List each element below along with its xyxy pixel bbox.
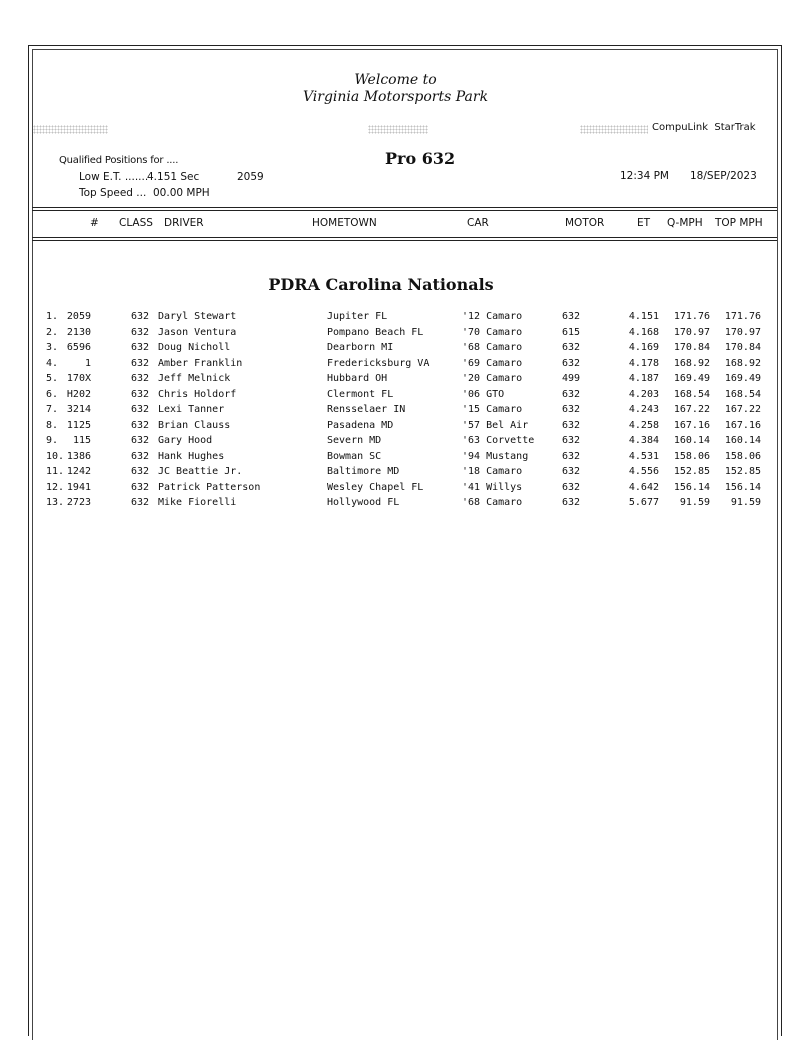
col-et: ET: [637, 217, 651, 229]
cell-car-number: H202: [66, 388, 91, 400]
cell-et: 4.531: [628, 450, 659, 462]
col-qmph: Q-MPH: [667, 217, 703, 229]
cell-position: 5.: [46, 373, 59, 384]
cell-car: '18 Camaro: [462, 466, 523, 477]
cell-class: 632: [130, 481, 149, 493]
cell-motor: 632: [562, 404, 581, 415]
cell-car: '69 Camaro: [462, 357, 523, 369]
cell-car: '12 Camaro: [462, 311, 523, 322]
cell-qmph: 170.97: [673, 326, 710, 338]
table-row: [0, 482, 791, 497]
cell-car-number: 1: [84, 357, 91, 369]
cell-et: 4.258: [628, 419, 659, 431]
cell-et: 4.178: [628, 357, 659, 369]
col-hometown: HOMETOWN: [312, 217, 377, 229]
table-row: [0, 311, 791, 326]
table-row: [0, 451, 791, 466]
cell-car: '68 Camaro: [462, 342, 523, 353]
cell-et: 5.677: [628, 497, 659, 508]
dither-band-mid: [368, 125, 428, 134]
cell-car-number: 1941: [66, 481, 91, 493]
cell-qmph: 170.84: [673, 342, 710, 353]
col-driver: DRIVER: [164, 217, 204, 229]
cell-class: 632: [130, 357, 149, 369]
cell-motor: 632: [562, 466, 581, 477]
cell-top-mph: 160.14: [724, 435, 761, 446]
cell-class: 632: [130, 342, 149, 353]
cell-et: 4.243: [628, 404, 659, 415]
cell-position: 4.: [46, 357, 59, 369]
table-row: [0, 373, 791, 388]
cell-motor: 632: [562, 342, 581, 353]
cell-top-mph: 168.54: [724, 388, 761, 400]
col-num: #: [90, 217, 99, 229]
cell-top-mph: 152.85: [724, 466, 761, 477]
cell-class: 632: [130, 466, 149, 477]
cell-position: 12.: [46, 481, 65, 493]
dither-band-left: [33, 125, 108, 134]
cell-driver: Jason Ventura: [158, 326, 237, 338]
cell-car-number: 1242: [66, 466, 91, 477]
cell-motor: 632: [562, 435, 581, 446]
col-top-mph: TOP MPH: [715, 217, 763, 229]
cell-class: 632: [130, 497, 149, 508]
col-class: CLASS: [119, 217, 153, 229]
cell-qmph: 156.14: [673, 481, 710, 493]
cell-position: 1.: [46, 311, 59, 322]
cell-car-number: 1386: [66, 450, 91, 462]
cell-et: 4.642: [628, 481, 659, 493]
cell-class: 632: [130, 311, 149, 322]
cell-hometown: Wesley Chapel FL: [327, 481, 424, 493]
cell-car: '68 Camaro: [462, 497, 523, 508]
cell-driver: Brian Clauss: [158, 419, 231, 431]
cell-motor: 632: [562, 388, 581, 400]
cell-car: '63 Corvette: [462, 435, 535, 446]
cell-class: 632: [130, 404, 149, 415]
cell-car-number: 2130: [66, 326, 91, 338]
cell-car: '57 Bel Air: [462, 419, 529, 431]
cell-motor: 632: [562, 311, 581, 322]
cell-hometown: Severn MD: [327, 435, 382, 446]
cell-hometown: Clermont FL: [327, 388, 394, 400]
cell-et: 4.384: [628, 435, 659, 446]
qualified-label: Qualified Positions for ....: [59, 155, 179, 166]
low-et-label: Low E.T. .......: [79, 171, 149, 183]
cell-top-mph: 167.16: [724, 419, 761, 431]
cell-top-mph: 158.06: [724, 450, 761, 462]
cell-et: 4.187: [628, 373, 659, 384]
cell-position: 9.: [46, 435, 59, 446]
cell-car: '94 Mustang: [462, 450, 529, 462]
cell-qmph: 91.59: [679, 497, 710, 508]
cell-position: 13.: [46, 497, 65, 508]
cell-qmph: 167.16: [673, 419, 710, 431]
top-speed-line: [79, 187, 210, 199]
divider-header-b: [32, 240, 777, 241]
table-row: [0, 342, 791, 357]
cell-car-number: 6596: [66, 342, 91, 353]
cell-top-mph: 170.84: [724, 342, 761, 353]
cell-class: 632: [130, 373, 149, 384]
report-date: 18/SEP/2023: [690, 170, 757, 182]
cell-driver: Mike Fiorelli: [158, 497, 237, 508]
cell-class: 632: [130, 388, 149, 400]
low-et-car: 2059: [237, 171, 264, 183]
welcome-banner: [0, 72, 791, 106]
cell-et: 4.169: [628, 342, 659, 353]
cell-qmph: 158.06: [673, 450, 710, 462]
cell-top-mph: 156.14: [724, 481, 761, 493]
cell-qmph: 160.14: [673, 435, 710, 446]
table-row: [0, 420, 791, 435]
cell-car: '06 GTO: [462, 388, 505, 400]
cell-motor: 632: [562, 419, 581, 431]
cell-motor: 615: [562, 326, 581, 338]
cell-class: 632: [130, 419, 149, 431]
cell-class: 632: [130, 435, 149, 446]
cell-motor: 632: [562, 357, 581, 369]
cell-qmph: 169.49: [673, 373, 710, 384]
cell-driver: JC Beattie Jr.: [158, 466, 243, 477]
dither-band-right: [580, 125, 648, 134]
cell-position: 8.: [46, 419, 59, 431]
cell-car: '20 Camaro: [462, 373, 523, 384]
table-row: [0, 404, 791, 419]
event-title: PDRA Carolina Nationals: [268, 275, 494, 294]
cell-driver: Hank Hughes: [158, 450, 225, 462]
cell-hometown: Hollywood FL: [327, 497, 400, 508]
class-title: Pro 632: [385, 149, 456, 168]
col-car: CAR: [467, 217, 489, 229]
cell-et: 4.203: [628, 388, 659, 400]
cell-hometown: Rensselaer IN: [327, 404, 406, 415]
cell-hometown: Jupiter FL: [327, 311, 388, 322]
cell-car: '15 Camaro: [462, 404, 523, 415]
cell-driver: Jeff Melnick: [158, 373, 231, 384]
cell-car: '70 Camaro: [462, 326, 523, 338]
cell-driver: Amber Franklin: [158, 357, 243, 369]
table-row: [0, 466, 791, 481]
cell-hometown: Pasadena MD: [327, 419, 394, 431]
brand-label: CompuLink StarTrak: [652, 122, 756, 133]
cell-car-number: 3214: [66, 404, 91, 415]
cell-qmph: 168.92: [673, 357, 710, 369]
cell-et: 4.168: [628, 326, 659, 338]
top-speed-value: 00.00 MPH: [153, 187, 210, 199]
divider-top-b: [32, 210, 777, 211]
cell-motor: 632: [562, 450, 581, 462]
cell-top-mph: 168.92: [724, 357, 761, 369]
low-et-line: [79, 171, 264, 183]
table-row: [0, 327, 791, 342]
welcome-line: Welcome to: [354, 72, 437, 88]
track-name: Virginia Motorsports Park: [302, 89, 489, 105]
cell-car: '41 Willys: [462, 481, 523, 493]
cell-car-number: 170X: [66, 373, 91, 384]
cell-position: 3.: [46, 342, 59, 353]
cell-qmph: 171.76: [673, 311, 710, 322]
cell-qmph: 167.22: [673, 404, 710, 415]
cell-car-number: 2723: [66, 497, 91, 508]
low-et-value: 4.151 Sec: [147, 171, 200, 183]
cell-hometown: Bowman SC: [327, 450, 382, 462]
cell-position: 6.: [46, 388, 59, 400]
report-time: 12:34 PM: [620, 170, 669, 182]
cell-et: 4.556: [628, 466, 659, 477]
cell-driver: Daryl Stewart: [158, 311, 237, 322]
cell-car-number: 115: [72, 435, 91, 446]
table-row: [0, 358, 791, 373]
cell-car-number: 1125: [66, 419, 91, 431]
cell-class: 632: [130, 450, 149, 462]
cell-hometown: Fredericksburg VA: [327, 357, 430, 369]
cell-position: 10.: [46, 450, 65, 462]
cell-hometown: Hubbard OH: [327, 373, 388, 384]
top-speed-label: Top Speed ...: [79, 187, 147, 199]
table-row: [0, 497, 791, 512]
col-motor: MOTOR: [565, 217, 605, 229]
cell-hometown: Dearborn MI: [327, 342, 394, 353]
cell-position: 11.: [46, 466, 65, 477]
cell-motor: 499: [562, 373, 581, 384]
cell-qmph: 168.54: [673, 388, 710, 400]
cell-position: 7.: [46, 404, 59, 415]
cell-driver: Chris Holdorf: [158, 388, 237, 400]
table-row: [0, 389, 791, 404]
cell-qmph: 152.85: [673, 466, 710, 477]
cell-top-mph: 171.76: [724, 311, 761, 322]
cell-car-number: 2059: [66, 311, 91, 322]
cell-class: 632: [130, 326, 149, 338]
cell-top-mph: 167.22: [724, 404, 761, 415]
cell-motor: 632: [562, 497, 581, 508]
cell-top-mph: 169.49: [724, 373, 761, 384]
cell-driver: Gary Hood: [158, 435, 213, 446]
cell-top-mph: 170.97: [724, 326, 761, 338]
cell-hometown: Baltimore MD: [327, 466, 400, 477]
cell-position: 2.: [46, 326, 59, 338]
cell-hometown: Pompano Beach FL: [327, 326, 424, 338]
table-row: [0, 435, 791, 450]
cell-driver: Patrick Patterson: [158, 481, 261, 493]
cell-driver: Lexi Tanner: [158, 404, 225, 415]
divider-top-a: [32, 207, 777, 208]
cell-motor: 632: [562, 481, 581, 493]
cell-et: 4.151: [628, 311, 659, 322]
cell-top-mph: 91.59: [730, 497, 761, 508]
divider-header-a: [32, 237, 777, 238]
cell-driver: Doug Nicholl: [158, 342, 231, 353]
